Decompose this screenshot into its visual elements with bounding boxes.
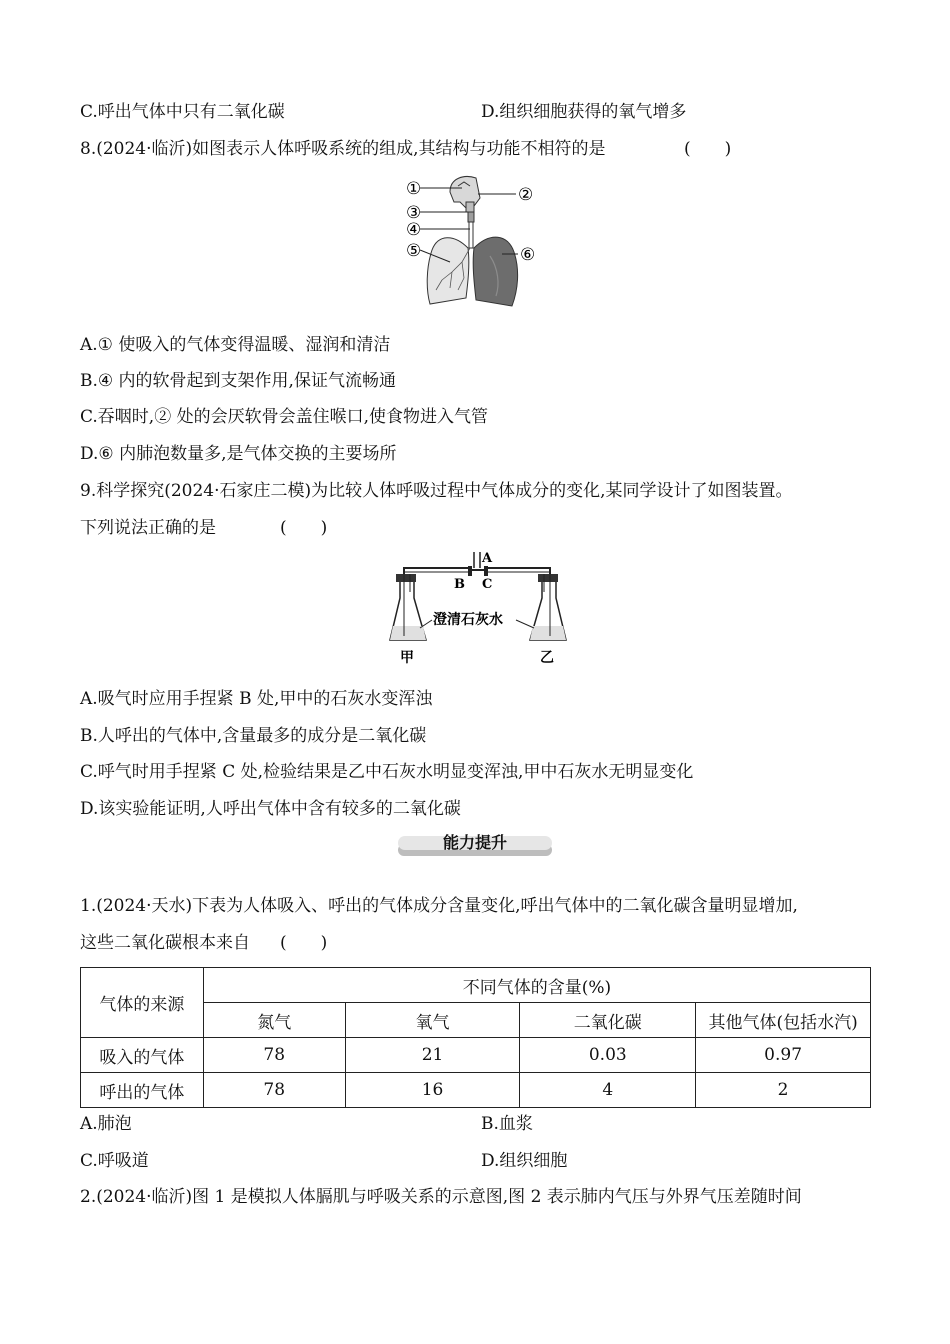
table-row (81, 1073, 871, 1108)
clamp-c (484, 566, 488, 576)
table-cell: 4 (520, 1073, 696, 1108)
column-header: 氧气 (345, 1003, 520, 1038)
p1-options-row-cd (80, 1150, 870, 1172)
right-liquid (530, 626, 566, 640)
column-header: 氮气 (203, 1003, 345, 1038)
label-2: ② (518, 185, 534, 205)
p2-stem-line1: 2.(2024·临沂)图 1 是模拟人体膈肌与呼吸关系的示意图,图 2 表示肺内气压与外界气压差随时间 (80, 1187, 802, 1207)
right-tube (488, 568, 550, 574)
q9-answer-bracket: ( ) (280, 518, 328, 538)
right-lung-shape (473, 237, 517, 306)
larynx-shape (468, 212, 474, 222)
table-cell: 0.03 (520, 1038, 696, 1073)
q9-stem-line2-text: 下列说法正确的是 (80, 518, 216, 538)
section-title: 能力提升 (442, 833, 507, 852)
q7-options-row-cd (80, 101, 870, 123)
p1-option-c: C.呼吸道 (80, 1151, 149, 1171)
gas-content-table (80, 967, 871, 1108)
row-header-cell: 气体的来源 (81, 968, 204, 1038)
right-stopper (538, 574, 558, 582)
clamp-b (468, 566, 472, 576)
label-4: ④ (406, 220, 422, 240)
p1-answer-bracket: ( ) (280, 933, 328, 953)
q9-stem-line1: 9.科学探究(2024·石家庄二模)为比较人体呼吸过程中气体成分的变化,某同学设计了如图装置。 (80, 481, 793, 501)
table-header-row (81, 968, 871, 1003)
left-stopper (396, 574, 416, 582)
flask-label-yi: 乙 (540, 650, 554, 666)
q7-option-d: D.组织细胞获得的氧气增多 (481, 102, 687, 122)
column-header: 二氧化碳 (520, 1003, 696, 1038)
label-5: ⑤ (406, 241, 422, 261)
left-tube (404, 568, 468, 574)
left-lung-shape (427, 238, 469, 304)
liquid-label: 澄清石灰水 (433, 612, 503, 628)
liquid-leader-right (516, 620, 534, 628)
pharynx-shape (466, 202, 474, 212)
table-cell: 21 (345, 1038, 520, 1073)
p1-option-a: A.肺泡 (80, 1114, 132, 1134)
q8-option-b: B.④ 内的软骨起到支架作用,保证气流畅通 (80, 371, 396, 391)
q8-stem (80, 138, 732, 160)
mouthpiece-a (474, 552, 480, 568)
q9-option-b: B.人呼出的气体中,含量最多的成分是二氧化碳 (80, 726, 427, 746)
q7-option-c: C.呼出气体中只有二氧化碳 (80, 102, 285, 122)
p1-option-b: B.血浆 (481, 1114, 533, 1134)
p1-stem-line2-text: 这些二氧化碳根本来自 (80, 933, 250, 953)
q8-stem-text: 8.(2024·临沂)如图表示人体呼吸系统的组成,其结构与功能不相符的是 (80, 139, 606, 159)
q8-option-c: C.吞咽时,② 处的会厌软骨会盖住喉口,使食物进入气管 (80, 407, 489, 427)
q9-stem-line2 (80, 517, 328, 539)
q9-option-d: D.该实验能证明,人呼出气体中含有较多的二氧化碳 (80, 799, 461, 819)
p1-option-d: D.组织细胞 (481, 1151, 568, 1171)
q8-option-d: D.⑥ 内肺泡数量多,是气体交换的主要场所 (80, 444, 397, 464)
section-banner (397, 832, 553, 858)
tube-inner-line (404, 572, 550, 578)
label-c: C (482, 577, 493, 592)
p1-stem-line1: 1.(2024·天水)下表为人体吸入、呼出的气体成分含量变化,呼出气体中的二氧化碳含量明显增加, (80, 896, 798, 916)
q9-option-a: A.吸气时应用手捏紧 B 处,甲中的石灰水变浑浊 (80, 689, 433, 709)
label-a: A (482, 551, 493, 566)
row-label: 吸入的气体 (81, 1038, 204, 1073)
nasal-cavity-shape (450, 177, 480, 208)
table-cell: 78 (203, 1073, 345, 1108)
table-cell: 0.97 (696, 1038, 871, 1073)
label-1: ① (406, 179, 422, 199)
table-cell: 78 (203, 1038, 345, 1073)
table-row (81, 1038, 871, 1073)
p1-options-row-ab (80, 1113, 870, 1135)
label-6: ⑥ (520, 245, 536, 265)
table-cell: 2 (696, 1073, 871, 1108)
q8-answer-bracket: ( ) (684, 139, 732, 159)
group-header-cell: 不同气体的含量(%) (203, 968, 870, 1003)
row-label: 呼出的气体 (81, 1073, 204, 1108)
q9-option-c: C.呼气时用手捏紧 C 处,检验结果是乙中石灰水明显变浑浊,甲中石灰水无明显变化 (80, 762, 694, 782)
p1-stem-line2 (80, 932, 328, 954)
label-3: ③ (406, 203, 422, 223)
label-b: B (454, 577, 465, 592)
q8-option-a: A.① 使吸入的气体变得温暖、湿润和清洁 (80, 335, 391, 355)
trachea-shape (469, 222, 473, 248)
column-header: 其他气体(包括水汽) (696, 1003, 871, 1038)
respiratory-system-figure (404, 172, 544, 310)
table-cell: 16 (345, 1073, 520, 1108)
flask-label-jia: 甲 (400, 650, 414, 666)
breathing-apparatus-figure (384, 548, 570, 672)
